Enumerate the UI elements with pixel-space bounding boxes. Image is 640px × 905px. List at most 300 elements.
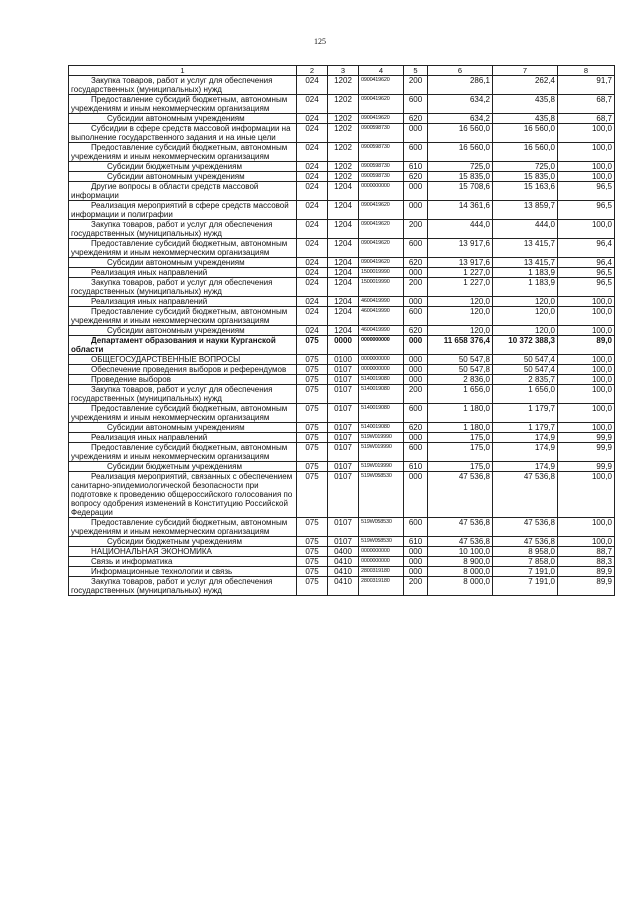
admin-code-cell: 024	[297, 326, 328, 336]
executed-amount-cell: 1 183,9	[493, 268, 558, 278]
target-code-cell: 0900419620	[359, 114, 404, 124]
admin-code-cell: 075	[297, 472, 328, 518]
planned-amount-cell: 47 536,8	[428, 472, 493, 518]
admin-code-cell: 075	[297, 355, 328, 365]
expense-type-cell: 600	[404, 404, 428, 423]
row-name-cell: Предоставление субсидий бюджетным, автономным учреждениям и иным некоммерческим организациям	[69, 95, 297, 114]
row-name-cell: Связь и информатика	[69, 557, 297, 567]
executed-amount-cell: 7 858,0	[493, 557, 558, 567]
expense-type-cell: 620	[404, 172, 428, 182]
expense-type-cell: 000	[404, 201, 428, 220]
planned-amount-cell: 1 227,0	[428, 278, 493, 297]
section-code-cell: 0107	[328, 423, 359, 433]
target-code-cell: 0900598730	[359, 143, 404, 162]
percent-cell: 100,0	[558, 124, 615, 143]
section-code-cell: 0107	[328, 472, 359, 518]
section-code-cell: 0410	[328, 557, 359, 567]
percent-cell: 96,5	[558, 268, 615, 278]
table-row	[69, 472, 615, 518]
executed-amount-cell: 13 415,7	[493, 258, 558, 268]
row-name-cell: Реализация иных направлений	[69, 433, 297, 443]
section-code-cell: 0107	[328, 462, 359, 472]
expense-type-cell: 000	[404, 124, 428, 143]
admin-code-cell: 075	[297, 385, 328, 404]
executed-amount-cell: 1 183,9	[493, 278, 558, 297]
table-row	[69, 162, 615, 172]
table-row	[69, 114, 615, 124]
header-cell: 4	[359, 66, 404, 76]
expense-type-cell: 000	[404, 365, 428, 375]
planned-amount-cell: 286,1	[428, 76, 493, 95]
admin-code-cell: 024	[297, 278, 328, 297]
expense-type-cell: 600	[404, 518, 428, 537]
planned-amount-cell: 8 000,0	[428, 567, 493, 577]
expense-type-cell: 000	[404, 557, 428, 567]
executed-amount-cell: 7 191,0	[493, 577, 558, 596]
percent-cell: 96,5	[558, 182, 615, 201]
executed-amount-cell: 47 536,8	[493, 537, 558, 547]
section-code-cell: 0107	[328, 385, 359, 404]
expense-type-cell: 000	[404, 182, 428, 201]
admin-code-cell: 075	[297, 365, 328, 375]
percent-cell: 100,0	[558, 162, 615, 172]
percent-cell: 100,0	[558, 537, 615, 547]
admin-code-cell: 075	[297, 433, 328, 443]
planned-amount-cell: 1 656,0	[428, 385, 493, 404]
table-row	[69, 268, 615, 278]
section-code-cell: 1204	[328, 239, 359, 258]
planned-amount-cell: 120,0	[428, 326, 493, 336]
row-name-cell: Субсидии бюджетным учреждениям	[69, 462, 297, 472]
executed-amount-cell: 13 859,7	[493, 201, 558, 220]
expense-type-cell: 000	[404, 433, 428, 443]
admin-code-cell: 024	[297, 114, 328, 124]
row-name-cell: Субсидии автономным учреждениям	[69, 326, 297, 336]
admin-code-cell: 024	[297, 268, 328, 278]
planned-amount-cell: 120,0	[428, 307, 493, 326]
admin-code-cell: 075	[297, 462, 328, 472]
target-code-cell: 5140019080	[359, 375, 404, 385]
expense-type-cell: 000	[404, 472, 428, 518]
table-row	[69, 258, 615, 268]
admin-code-cell: 024	[297, 239, 328, 258]
admin-code-cell: 075	[297, 547, 328, 557]
section-code-cell: 1204	[328, 278, 359, 297]
percent-cell: 100,0	[558, 355, 615, 365]
executed-amount-cell: 15 163,6	[493, 182, 558, 201]
section-code-cell: 0000	[328, 336, 359, 355]
expense-type-cell: 200	[404, 278, 428, 297]
planned-amount-cell: 47 536,8	[428, 518, 493, 537]
admin-code-cell: 024	[297, 220, 328, 239]
percent-cell: 100,0	[558, 375, 615, 385]
planned-amount-cell: 11 658 376,4	[428, 336, 493, 355]
percent-cell: 91,7	[558, 76, 615, 95]
planned-amount-cell: 2 836,0	[428, 375, 493, 385]
target-code-cell: 0900419620	[359, 220, 404, 239]
planned-amount-cell: 725,0	[428, 162, 493, 172]
admin-code-cell: 075	[297, 577, 328, 596]
target-code-cell: 0900598730	[359, 172, 404, 182]
expense-type-cell: 600	[404, 307, 428, 326]
planned-amount-cell: 1 180,0	[428, 404, 493, 423]
percent-cell: 96,4	[558, 258, 615, 268]
percent-cell: 100,0	[558, 297, 615, 307]
planned-amount-cell: 15 708,6	[428, 182, 493, 201]
percent-cell: 100,0	[558, 472, 615, 518]
section-code-cell: 1204	[328, 220, 359, 239]
executed-amount-cell: 50 547,4	[493, 365, 558, 375]
percent-cell: 88,3	[558, 557, 615, 567]
executed-amount-cell: 1 179,7	[493, 423, 558, 433]
table-row	[69, 423, 615, 433]
admin-code-cell: 024	[297, 201, 328, 220]
budget-table	[68, 65, 615, 596]
target-code-cell: 0900419620	[359, 201, 404, 220]
table-row	[69, 201, 615, 220]
expense-type-cell: 600	[404, 95, 428, 114]
percent-cell: 96,5	[558, 201, 615, 220]
table-row	[69, 404, 615, 423]
section-code-cell: 0410	[328, 577, 359, 596]
row-name-cell: Реализация иных направлений	[69, 268, 297, 278]
header-cell: 1	[69, 66, 297, 76]
executed-amount-cell: 7 191,0	[493, 567, 558, 577]
expense-type-cell: 620	[404, 423, 428, 433]
executed-amount-cell: 174,9	[493, 433, 558, 443]
planned-amount-cell: 8 900,0	[428, 557, 493, 567]
executed-amount-cell: 262,4	[493, 76, 558, 95]
percent-cell: 99,9	[558, 443, 615, 462]
table-row	[69, 124, 615, 143]
section-code-cell: 1204	[328, 326, 359, 336]
expense-type-cell: 600	[404, 443, 428, 462]
planned-amount-cell: 8 000,0	[428, 577, 493, 596]
executed-amount-cell: 174,9	[493, 443, 558, 462]
row-name-cell: Субсидии в сфере средств массовой информации на выполнение государственного задания и на иные цели	[69, 124, 297, 143]
row-name-cell: Информационные технологии и связь	[69, 567, 297, 577]
admin-code-cell: 075	[297, 567, 328, 577]
table-row	[69, 297, 615, 307]
section-code-cell: 1202	[328, 124, 359, 143]
planned-amount-cell: 444,0	[428, 220, 493, 239]
admin-code-cell: 075	[297, 404, 328, 423]
row-name-cell: Субсидии автономным учреждениям	[69, 423, 297, 433]
percent-cell: 100,0	[558, 326, 615, 336]
row-name-cell: Проведение выборов	[69, 375, 297, 385]
admin-code-cell: 024	[297, 76, 328, 95]
row-name-cell: Закупка товаров, работ и услуг для обеспечения государственных (муниципальных) нужд	[69, 577, 297, 596]
row-name-cell: Департамент образования и науки Курганской области	[69, 336, 297, 355]
table-header-row	[69, 66, 615, 76]
executed-amount-cell: 10 372 388,3	[493, 336, 558, 355]
section-code-cell: 0107	[328, 404, 359, 423]
target-code-cell: 519W019990	[359, 443, 404, 462]
expense-type-cell: 620	[404, 114, 428, 124]
section-code-cell: 1202	[328, 76, 359, 95]
section-code-cell: 0400	[328, 547, 359, 557]
executed-amount-cell: 444,0	[493, 220, 558, 239]
percent-cell: 100,0	[558, 220, 615, 239]
row-name-cell: Обеспечение проведения выборов и референдумов	[69, 365, 297, 375]
table-row	[69, 220, 615, 239]
section-code-cell: 1204	[328, 258, 359, 268]
percent-cell: 100,0	[558, 143, 615, 162]
admin-code-cell: 075	[297, 443, 328, 462]
planned-amount-cell: 634,2	[428, 114, 493, 124]
row-name-cell: Субсидии бюджетным учреждениям	[69, 162, 297, 172]
percent-cell: 96,4	[558, 239, 615, 258]
planned-amount-cell: 10 100,0	[428, 547, 493, 557]
target-code-cell: 5140019080	[359, 385, 404, 404]
target-code-cell: 4600419990	[359, 297, 404, 307]
section-code-cell: 0107	[328, 443, 359, 462]
planned-amount-cell: 16 560,0	[428, 124, 493, 143]
target-code-cell: 519W019990	[359, 433, 404, 443]
expense-type-cell: 000	[404, 268, 428, 278]
target-code-cell: 0900419620	[359, 258, 404, 268]
table-row	[69, 307, 615, 326]
percent-cell: 99,9	[558, 433, 615, 443]
expense-type-cell: 200	[404, 220, 428, 239]
target-code-cell: 0000000000	[359, 365, 404, 375]
header-cell: 3	[328, 66, 359, 76]
row-name-cell: Реализация мероприятий, связанных с обеспечением санитарно-эпидемиологической безопасности при подготовке к проведению общероссийского голосования по вопросу одобрения изменений в Конституцию Российской Федерации	[69, 472, 297, 518]
target-code-cell: 0000000000	[359, 557, 404, 567]
row-name-cell: Предоставление субсидий бюджетным, автономным учреждениям и иным некоммерческим организациям	[69, 143, 297, 162]
executed-amount-cell: 50 547,4	[493, 355, 558, 365]
header-cell: 5	[404, 66, 428, 76]
section-code-cell: 1204	[328, 201, 359, 220]
row-name-cell: Реализация иных направлений	[69, 297, 297, 307]
target-code-cell: 519W058530	[359, 472, 404, 518]
target-code-cell: 0000000000	[359, 182, 404, 201]
admin-code-cell: 024	[297, 95, 328, 114]
section-code-cell: 0107	[328, 518, 359, 537]
section-code-cell: 0107	[328, 375, 359, 385]
row-name-cell: НАЦИОНАЛЬНАЯ ЭКОНОМИКА	[69, 547, 297, 557]
section-code-cell: 0107	[328, 433, 359, 443]
section-code-cell: 1202	[328, 114, 359, 124]
target-code-cell: 0000000000	[359, 336, 404, 355]
row-name-cell: Закупка товаров, работ и услуг для обеспечения государственных (муниципальных) нужд	[69, 76, 297, 95]
table-row	[69, 239, 615, 258]
table-row	[69, 577, 615, 596]
admin-code-cell: 075	[297, 375, 328, 385]
target-code-cell: 4600419990	[359, 326, 404, 336]
executed-amount-cell: 15 835,0	[493, 172, 558, 182]
executed-amount-cell: 13 415,7	[493, 239, 558, 258]
percent-cell: 68,7	[558, 95, 615, 114]
executed-amount-cell: 435,8	[493, 114, 558, 124]
row-name-cell: Другие вопросы в области средств массовой информации	[69, 182, 297, 201]
header-cell: 8	[558, 66, 615, 76]
section-code-cell: 1202	[328, 172, 359, 182]
planned-amount-cell: 50 547,8	[428, 365, 493, 375]
table-row	[69, 336, 615, 355]
expense-type-cell: 620	[404, 326, 428, 336]
row-name-cell: ОБЩЕГОСУДАРСТВЕННЫЕ ВОПРОСЫ	[69, 355, 297, 365]
admin-code-cell: 075	[297, 537, 328, 547]
planned-amount-cell: 1 180,0	[428, 423, 493, 433]
target-code-cell: 1500019990	[359, 268, 404, 278]
table-row	[69, 365, 615, 375]
target-code-cell: 1500019990	[359, 278, 404, 297]
target-code-cell: 0000000000	[359, 547, 404, 557]
target-code-cell: 0900419620	[359, 239, 404, 258]
expense-type-cell: 000	[404, 297, 428, 307]
table-row	[69, 567, 615, 577]
section-code-cell: 0410	[328, 567, 359, 577]
executed-amount-cell: 2 835,7	[493, 375, 558, 385]
table-row	[69, 433, 615, 443]
table-row	[69, 76, 615, 95]
percent-cell: 68,7	[558, 114, 615, 124]
target-code-cell: 2800319180	[359, 567, 404, 577]
table-row	[69, 537, 615, 547]
percent-cell: 89,9	[558, 577, 615, 596]
row-name-cell: Закупка товаров, работ и услуг для обеспечения государственных (муниципальных) нужд	[69, 220, 297, 239]
table-row	[69, 443, 615, 462]
percent-cell: 100,0	[558, 404, 615, 423]
target-code-cell: 519W058530	[359, 518, 404, 537]
row-name-cell: Субсидии автономным учреждениям	[69, 258, 297, 268]
planned-amount-cell: 13 917,6	[428, 258, 493, 268]
admin-code-cell: 024	[297, 297, 328, 307]
target-code-cell: 0000000000	[359, 355, 404, 365]
row-name-cell: Предоставление субсидий бюджетным, автономным учреждениям и иным некоммерческим организациям	[69, 239, 297, 258]
section-code-cell: 0107	[328, 365, 359, 375]
table-row	[69, 278, 615, 297]
table-row	[69, 375, 615, 385]
planned-amount-cell: 120,0	[428, 297, 493, 307]
table-row	[69, 182, 615, 201]
table-row	[69, 326, 615, 336]
admin-code-cell: 024	[297, 143, 328, 162]
target-code-cell: 5140019080	[359, 404, 404, 423]
section-code-cell: 1204	[328, 268, 359, 278]
executed-amount-cell: 47 536,8	[493, 518, 558, 537]
table-row	[69, 172, 615, 182]
page-number: 125	[314, 37, 326, 46]
admin-code-cell: 075	[297, 336, 328, 355]
planned-amount-cell: 14 361,6	[428, 201, 493, 220]
expense-type-cell: 000	[404, 547, 428, 557]
planned-amount-cell: 16 560,0	[428, 143, 493, 162]
row-name-cell: Предоставление субсидий бюджетным, автономным учреждениям и иным некоммерческим организациям	[69, 307, 297, 326]
table-row	[69, 385, 615, 404]
section-code-cell: 1202	[328, 143, 359, 162]
table-row	[69, 143, 615, 162]
planned-amount-cell: 1 227,0	[428, 268, 493, 278]
admin-code-cell: 024	[297, 258, 328, 268]
executed-amount-cell: 120,0	[493, 307, 558, 326]
percent-cell: 88,7	[558, 547, 615, 557]
percent-cell: 89,0	[558, 336, 615, 355]
executed-amount-cell: 8 958,0	[493, 547, 558, 557]
expense-type-cell: 200	[404, 76, 428, 95]
planned-amount-cell: 175,0	[428, 443, 493, 462]
section-code-cell: 0100	[328, 355, 359, 365]
table-row	[69, 95, 615, 114]
header-cell: 6	[428, 66, 493, 76]
executed-amount-cell: 435,8	[493, 95, 558, 114]
target-code-cell: 0900419620	[359, 76, 404, 95]
planned-amount-cell: 15 835,0	[428, 172, 493, 182]
target-code-cell: 0900419620	[359, 95, 404, 114]
planned-amount-cell: 50 547,8	[428, 355, 493, 365]
percent-cell: 96,5	[558, 278, 615, 297]
percent-cell: 100,0	[558, 518, 615, 537]
expense-type-cell: 620	[404, 258, 428, 268]
table-row	[69, 518, 615, 537]
row-name-cell: Субсидии автономным учреждениям	[69, 172, 297, 182]
row-name-cell: Закупка товаров, работ и услуг для обеспечения государственных (муниципальных) нужд	[69, 385, 297, 404]
table-row	[69, 547, 615, 557]
section-code-cell: 1204	[328, 182, 359, 201]
percent-cell: 100,0	[558, 172, 615, 182]
section-code-cell: 1202	[328, 95, 359, 114]
executed-amount-cell: 725,0	[493, 162, 558, 172]
row-name-cell: Реализация мероприятий в сфере средств массовой информации и полиграфии	[69, 201, 297, 220]
header-cell: 7	[493, 66, 558, 76]
admin-code-cell: 024	[297, 172, 328, 182]
percent-cell: 100,0	[558, 307, 615, 326]
percent-cell: 100,0	[558, 423, 615, 433]
admin-code-cell: 024	[297, 307, 328, 326]
expense-type-cell: 610	[404, 537, 428, 547]
percent-cell: 89,9	[558, 567, 615, 577]
expense-type-cell: 610	[404, 162, 428, 172]
target-code-cell: 519W058530	[359, 537, 404, 547]
row-name-cell: Предоставление субсидий бюджетным, автономным учреждениям и иным некоммерческим организациям	[69, 404, 297, 423]
expense-type-cell: 600	[404, 143, 428, 162]
admin-code-cell: 024	[297, 182, 328, 201]
row-name-cell: Субсидии бюджетным учреждениям	[69, 537, 297, 547]
target-code-cell: 519W019990	[359, 462, 404, 472]
expense-type-cell: 000	[404, 336, 428, 355]
planned-amount-cell: 175,0	[428, 433, 493, 443]
expense-type-cell: 610	[404, 462, 428, 472]
admin-code-cell: 075	[297, 518, 328, 537]
executed-amount-cell: 47 536,8	[493, 472, 558, 518]
row-name-cell: Субсидии автономным учреждениям	[69, 114, 297, 124]
target-code-cell: 2800319180	[359, 577, 404, 596]
expense-type-cell: 000	[404, 567, 428, 577]
admin-code-cell: 075	[297, 557, 328, 567]
target-code-cell: 5140019080	[359, 423, 404, 433]
expense-type-cell: 600	[404, 239, 428, 258]
table-row	[69, 557, 615, 567]
expense-type-cell: 200	[404, 385, 428, 404]
table-row	[69, 355, 615, 365]
percent-cell: 100,0	[558, 365, 615, 375]
target-code-cell: 4600419990	[359, 307, 404, 326]
percent-cell: 99,9	[558, 462, 615, 472]
target-code-cell: 0900598730	[359, 162, 404, 172]
row-name-cell: Закупка товаров, работ и услуг для обеспечения государственных (муниципальных) нужд	[69, 278, 297, 297]
admin-code-cell: 075	[297, 423, 328, 433]
executed-amount-cell: 120,0	[493, 297, 558, 307]
target-code-cell: 0900598730	[359, 124, 404, 143]
section-code-cell: 1204	[328, 297, 359, 307]
row-name-cell: Предоставление субсидий бюджетным, автономным учреждениям и иным некоммерческим организациям	[69, 518, 297, 537]
executed-amount-cell: 1 656,0	[493, 385, 558, 404]
planned-amount-cell: 47 536,8	[428, 537, 493, 547]
planned-amount-cell: 13 917,6	[428, 239, 493, 258]
row-name-cell: Предоставление субсидий бюджетным, автономным учреждениям и иным некоммерческим организациям	[69, 443, 297, 462]
percent-cell: 100,0	[558, 385, 615, 404]
